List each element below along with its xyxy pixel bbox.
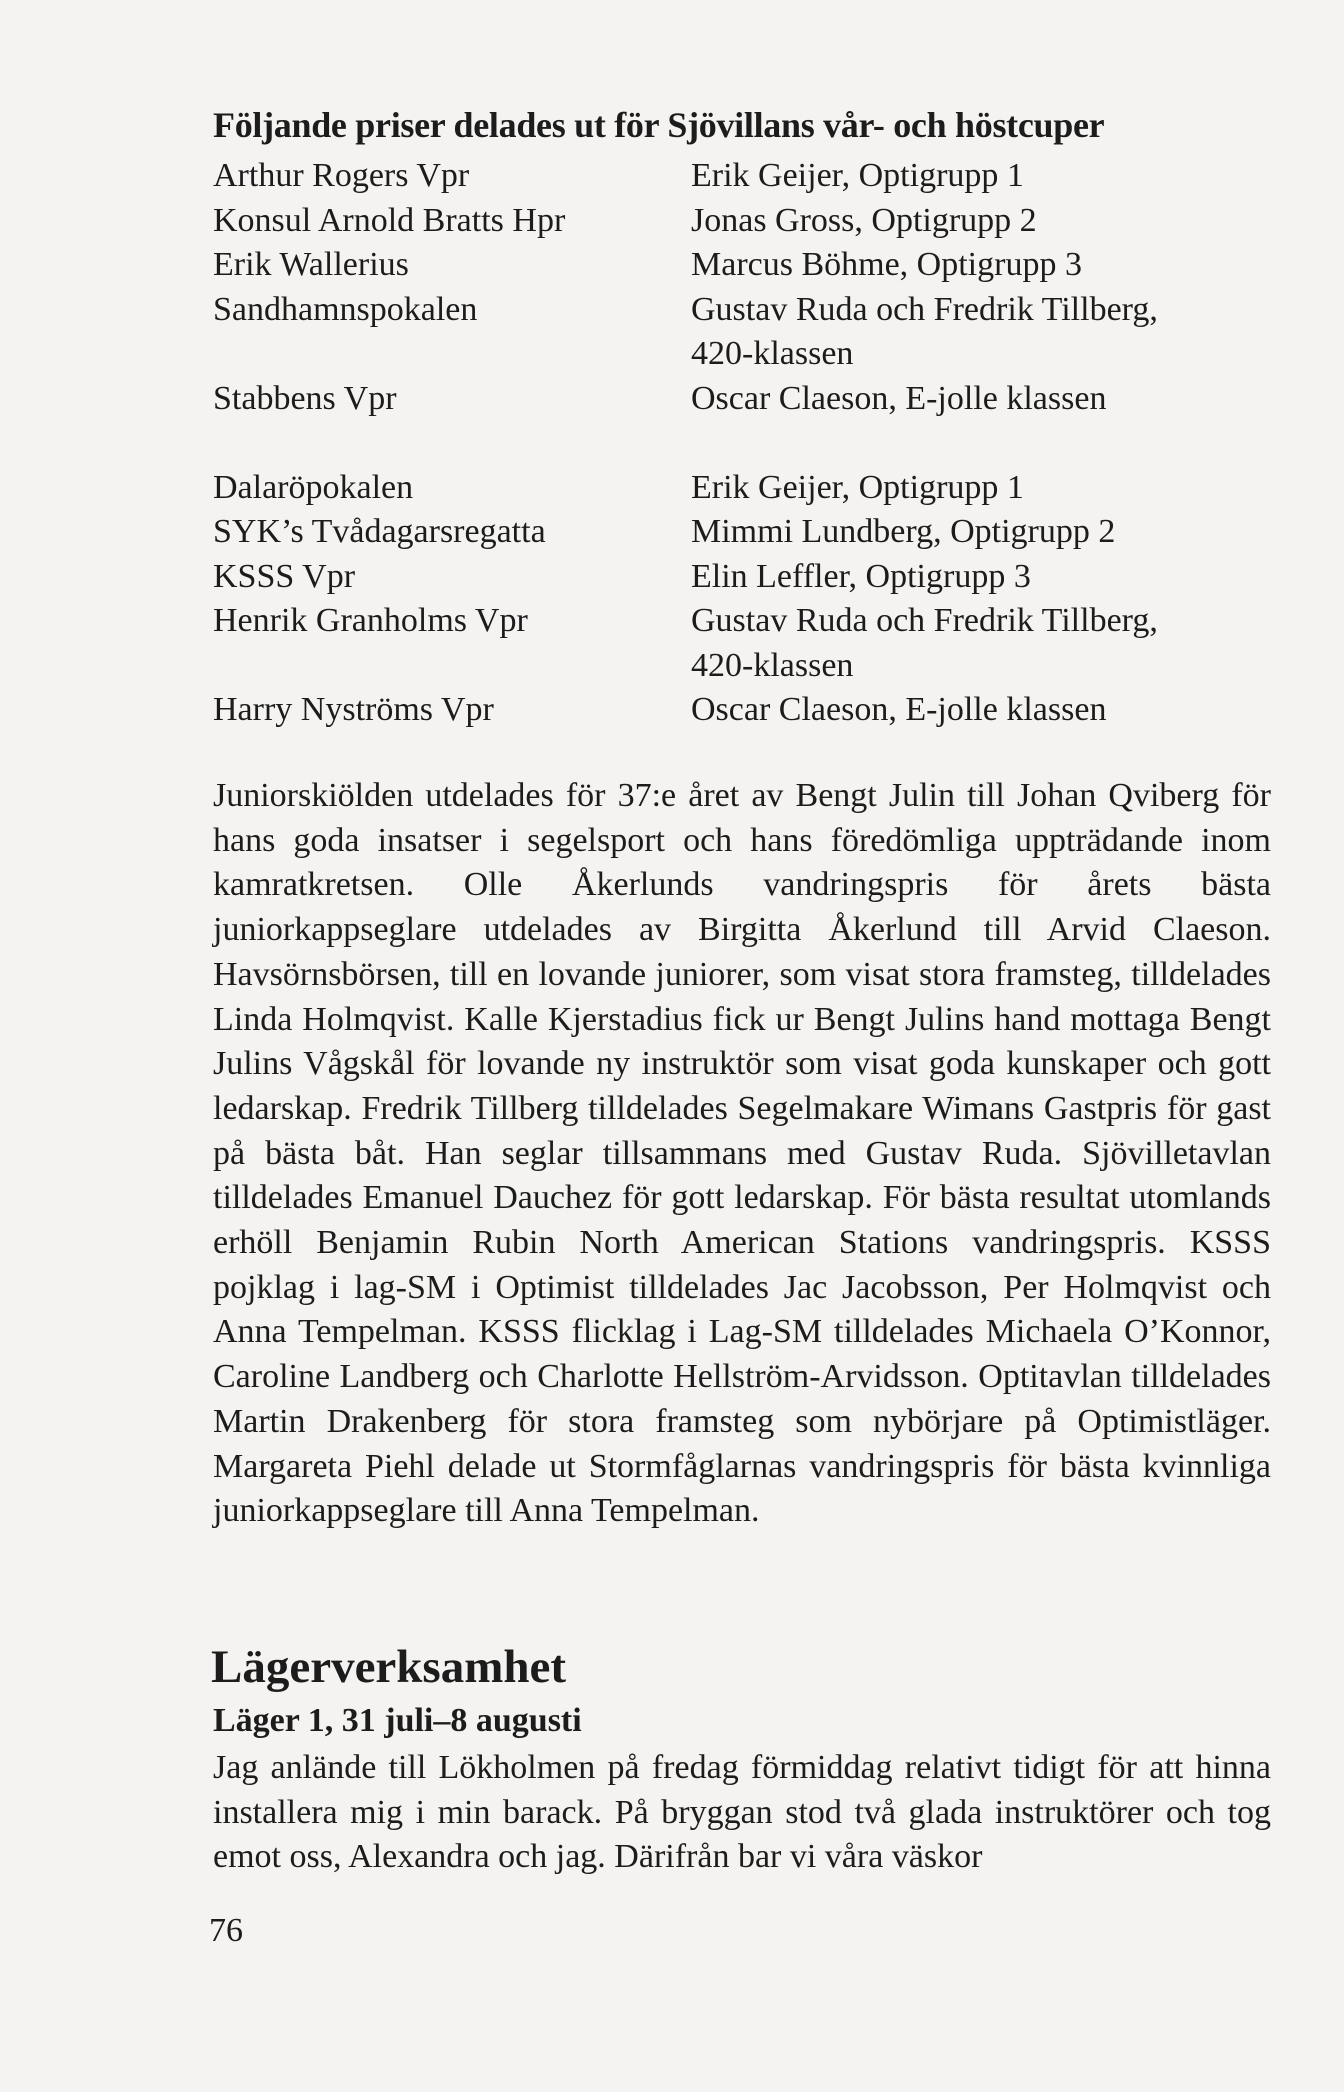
prize-name: SYK’s Tvådagarsregatta bbox=[213, 513, 546, 550]
prize-name: Stabbens Vpr bbox=[213, 379, 397, 417]
prize-name: Henrik Granholms Vpr bbox=[213, 602, 528, 639]
prize-row bbox=[213, 377, 1273, 422]
prize-winner: Oscar Claeson, E-jolle klassen bbox=[691, 691, 1107, 728]
prize-row bbox=[213, 154, 1273, 199]
prize-winner bbox=[691, 599, 1273, 688]
prize-winner: Mimmi Lundberg, Optigrupp 2 bbox=[691, 513, 1116, 550]
section-title: Lägerverksamhet bbox=[211, 1641, 567, 1693]
prize-row bbox=[213, 688, 1273, 733]
prize-row bbox=[213, 599, 1273, 688]
prize-winner: Erik Geijer, Optigrupp 1 bbox=[691, 468, 1024, 506]
group-spacer bbox=[213, 421, 1273, 466]
prize-name: KSSS Vpr bbox=[213, 557, 356, 595]
prize-winner-line: Gustav Ruda och Fredrik Tillberg, bbox=[691, 290, 1158, 328]
prize-row bbox=[213, 288, 1273, 377]
prize-winner bbox=[691, 288, 1273, 377]
prize-winner: Marcus Böhme, Optigrupp 3 bbox=[691, 246, 1082, 283]
prize-name: Dalaröpokalen bbox=[213, 468, 414, 506]
prize-name: Erik Wallerius bbox=[213, 246, 409, 283]
juniors-awards-paragraph: Juniorskiölden utdelades för 37:e året av Bengt Julin till Johan Qviberg för hans goda insatser i segelsport och hans föredömliga uppträdande inom kamratkretsen. Olle Åkerlunds vandringspris för årets bästa juniorkappseglare utdelades av Birgitta Åkerlund till Arvid Claeson. Havsörnsbörsen, till en lovande juniorer, som visat stora framsteg, tilldelades Linda Holmqvist. Kalle Kjerstadius fick ur Bengt Julins hand mottaga Bengt Julins Vågskål för lovande ny instruktör som visat goda kunskaper och gott ledarskap. Fredrik Tillberg tilldelades Segelmakare Wimans Gastpris för gast på bästa båt. Han seglar tillsammans med Gustav Ruda. Sjövilletavlan tilldelades Emanuel Dauchez för gott ledarskap. För bästa resultat utomlands erhöll Benjamin Rubin North American Stations vandringspris. KSSS pojklag i lag-SM i Optimist tilldelades Jac Jacobsson, Per Holmqvist och Anna Tempelman. KSSS flicklag i Lag-SM tilldelades Michaela O’Konnor, Caroline Landberg och Charlotte Hellström-Arvidsson. Optitavlan tilldelades Martin Drakenberg för stora framsteg som nybörjare på Optimistläger. Margareta Piehl delade ut Stormfåglarnas vandringspris för bästa kvinnliga juniorkappseglare till Anna Tempelman. bbox=[213, 777, 1271, 1530]
camp-paragraph: Jag anlände till Lökholmen på fredag förmiddag relativt tidigt för att hinna installera mig i min barack. På bryggan stod två glada instruktörer och tog emot oss, Alexandra och jag. Därifrån bar vi våra väskor bbox=[213, 1749, 1271, 1876]
prize-winner: Erik Geijer, Optigrupp 1 bbox=[691, 157, 1024, 194]
prize-winner-line: 420-klassen bbox=[691, 646, 854, 684]
prize-winner-line: Gustav Ruda och Fredrik Tillberg, bbox=[691, 602, 1158, 639]
prize-winner: Elin Leffler, Optigrupp 3 bbox=[691, 557, 1031, 595]
prize-name: Konsul Arnold Bratts Hpr bbox=[213, 201, 566, 239]
page-number: 76 bbox=[209, 1912, 243, 1949]
prize-name: Arthur Rogers Vpr bbox=[213, 157, 470, 194]
prize-row bbox=[213, 510, 1273, 555]
prize-name: Sandhamnspokalen bbox=[213, 290, 478, 328]
prize-winner: Oscar Claeson, E-jolle klassen bbox=[691, 379, 1107, 417]
prize-name: Harry Nyströms Vpr bbox=[213, 691, 494, 728]
prize-winner: Jonas Gross, Optigrupp 2 bbox=[691, 201, 1037, 239]
camp-subtitle: Läger 1, 31 juli–8 augusti bbox=[213, 1702, 582, 1739]
prize-table bbox=[213, 154, 1273, 733]
prize-row bbox=[213, 555, 1273, 600]
prize-winner-line: 420-klassen bbox=[691, 335, 854, 372]
prize-row bbox=[213, 243, 1273, 288]
prizes-heading: Följande priser delades ut för Sjövillans vår- och höstcuper bbox=[213, 105, 1105, 145]
prize-row bbox=[213, 199, 1273, 244]
prize-row bbox=[213, 466, 1273, 511]
